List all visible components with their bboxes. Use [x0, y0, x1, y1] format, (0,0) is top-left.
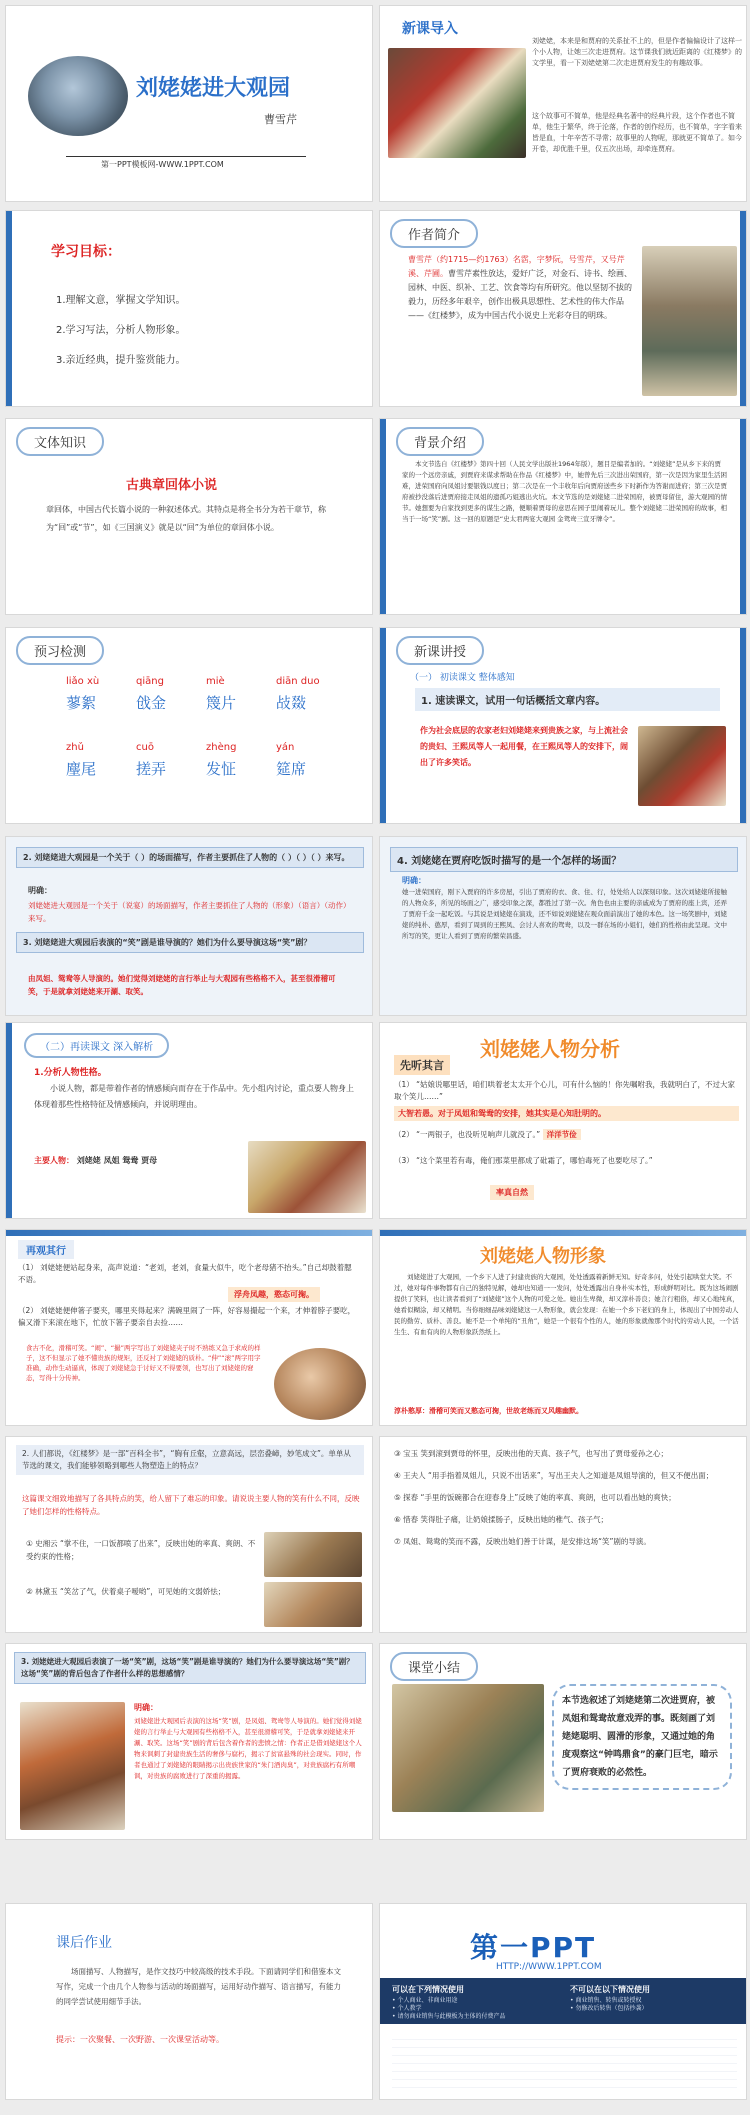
genre-body: 章回体，中国古代长篇小说的一种叙述体式。其特点是将全书分为若干章节，称为“回”或“节”，如《三国演义》就是以“回”为单位的章回体小说。	[46, 505, 326, 532]
q3d-question: 3. 刘姥姥进大观园后表演了一场“笑”剧，这场“笑”剧是谁导演的？她们为什么要导演这场“笑”剧？这场“笑”剧的背后包含了作者什么样的思想感情？	[14, 1652, 366, 1684]
laughter-item-4: ④ 王夫人 “用手指着凤姐儿，只说不出话来”，写出王夫人之知道是凤姐导演的，但又不便出面；	[394, 1471, 714, 1480]
main-characters-names: 刘姥姥 凤姐 鸳鸯 贾母	[76, 1156, 158, 1165]
analysis-header: （二）再读课文 深入解析	[24, 1033, 169, 1058]
slide-background	[379, 418, 747, 615]
genre-header: 文体知识	[16, 427, 104, 456]
background-header: 背景介绍	[396, 427, 484, 456]
laughter-photo-2	[264, 1582, 362, 1627]
brand-logo: 第一PPT	[470, 1931, 597, 1964]
brandC2-item-1: • 勿修改后转售（包括抄袭）	[570, 2005, 648, 2012]
slide-q2-q3	[5, 836, 373, 1016]
lesson-header: 新课讲授	[396, 636, 484, 665]
q2-text: 2. 刘姥姥进大观园是一个关于（ ）的场面描写，作者主要抓住了人物的（ ）（ ）（ ）来写。	[16, 847, 364, 868]
q4-label: 明确：	[402, 876, 426, 885]
pinyin-0: liǎo xù	[66, 676, 100, 687]
speech-item-1: （1） “姑娘说哪里话，咱们哄着老太太开个心儿，可有什么恼的！你先嘱咐我，我就明白了，不过大家取个笑儿……”	[394, 1080, 736, 1101]
slide-q3-detail	[5, 1643, 373, 1840]
pinyin-4: zhǔ	[66, 742, 84, 753]
author-years: （约1715—约1763）	[432, 255, 513, 264]
brand-col2: 不可以在以下情况使用	[570, 1985, 650, 1994]
footer-text: 第一PPT模板网-WWW.1PPT.COM	[101, 160, 224, 169]
q3-text: 3. 刘姥姥进大观园后表演的“笑”剧是谁导演的？她们为什么要导演这场“笑”剧？	[16, 932, 364, 953]
speech-item-3: （3） “这个菜里若有毒，俺们那菜里都成了砒霜了，哪怕毒死了也要吃尽了。”	[394, 1156, 653, 1165]
speech-answer-3: 率真自然	[490, 1185, 534, 1200]
slide-q4	[379, 836, 747, 1016]
action-item-2: （2） 刘姥姥便伸箸子要夹，哪里夹得起来？满碗里闹了一阵，好容易撮起一个来，才伸着脖子要吃，偏又滑下来滚在地下，忙放下箸子要亲自去捡……	[18, 1306, 356, 1327]
slide-speech	[379, 1022, 747, 1219]
lesson-sub: （一） 初读课文 整体感知	[410, 673, 515, 683]
laughter-item-6: ⑥ 惜春 笑得肚子痛，让奶娘揉肠子，反映出她的稚气、孩子气；	[394, 1515, 608, 1524]
pinyin-1: qiāng	[136, 676, 164, 687]
q3d-label: 明确：	[134, 1703, 158, 1712]
hanzi-0: 蓼絮	[66, 694, 97, 712]
slide-author	[379, 210, 747, 407]
q3-answer: 由凤姐、鸳鸯等人导演的。她们觉得刘姥姥的言行举止与大观园有些格格不入，甚至很滑稽可笑，于是就拿刘姥姥来开涮、取笑。	[28, 974, 336, 996]
speech-answer-1: 大智若愚。对于凤姐和鸳鸯的安排，她其实是心知肚明的。	[394, 1106, 739, 1121]
laughter-item-1: ① 史湘云 “掌不住，一口饭都喷了出来”，反映出她的率真、爽朗、不受约束的性格；	[26, 1539, 256, 1561]
goal-item-1: 1.理解文意，掌握文学知识。	[56, 295, 186, 306]
action-photo	[274, 1348, 366, 1420]
slide-image	[379, 1229, 747, 1426]
main-characters-label: 主要人物：	[34, 1156, 74, 1165]
laughter-question: 2. 人们都说，《红楼梦》是一部“百科全书”，“胸有丘壑，立意高远，层峦叠嶂，妙笔成文”。单单从节选的课文，我们能够领略到哪些人物塑造上的特点？	[16, 1445, 364, 1475]
intro-p2: 这个故事可不简单，他是经典名著中的经典片段，这个作者也不简单，他生于繁华，终于沦落，作者的创作经历，也不简单，字字看来皆是血，十年辛苦不寻常；故事里的人物呢，那就更不简单了。如今开卷，却优胜千里，仅五次出场，却牵连贾府。	[532, 112, 742, 153]
lesson-answer: 作为社会底层的农家老妇刘姥姥来到贵族之家，与上流社会的贵妇、王熙凤等人一起用餐，在王熙凤等人的安排下，闹出了许多笑话。	[420, 726, 628, 767]
hanzi-1: 戗金	[136, 694, 167, 712]
pinyin-6: zhèng	[206, 742, 237, 753]
preview-header: 预习检测	[16, 636, 104, 665]
laughter-photo-1	[264, 1532, 362, 1577]
homework-hint: 提示：一次聚餐、一次野游、一次课堂活动等。	[56, 2035, 224, 2044]
laughter-item-7: ⑦ 凤姐、鸳鸯的笑而不露，反映出她们善于计谋，是安排这场“笑”剧的导演。	[394, 1537, 651, 1546]
pinyin-5: cuō	[136, 742, 154, 753]
q4-body: 她一进荣国府，刚下入贾府的许多房屋，引出了贾府的衣、食、住、行，处处给人以深刻印象。这次刘姥姥所接触的人物众多，所见的场面之广，感受印象之深，都胜过了第一次。角色也由主要的亲戚成为了贾府的座上宾，还弄了贾府千金一起吃饭。与其说是刘姥姥在演戏，还不如说刘姥姥在观众面前演出了她的本色。这一场笑剧中，刘姥姥的纯朴、憨厚，看到了周到的王熙凤、会讨人喜欢的鸳鸯，以及一群在场的小姐们，她们的性格由此呈现。文中所写的笑，更让人看到了贾府的繁荣昌盛。	[402, 888, 727, 940]
author-name: 曹雪芹	[264, 113, 297, 126]
homework-body: 场面描写、人物描写，是作文技巧中较高级的技术手段。下面请同学们和借鉴本文写作，完成一个由几个人物参与活动的场面描写，运用好动作描写、语言描写，有能力的同学尝试使用细节手法。	[56, 1967, 341, 2006]
homework-header: 课后作业	[56, 1935, 112, 1951]
intro-p1: 刘姥姥，本来是和贾府的关系扯不上的，但是作者偏偏设计了这样一个小人物，让她三次走进贾府。这节课我们就近距离的《红楼梦》的文学里，看一下刘姥姥第二次走进贾府发生的有趣故事。	[532, 37, 742, 67]
main-characters	[34, 1155, 157, 1166]
brandC2-item-0: • 商业销售、转售或转授权	[570, 1997, 642, 2004]
author-text	[408, 253, 633, 323]
author-zi: 名霑，字梦阮，号雪芹，又号芹溪、芹圃。	[408, 255, 625, 278]
pinyin-3: diān duo	[276, 676, 320, 687]
slide-homework	[5, 1903, 373, 2100]
speech-answer-2: 洋洋节俭	[543, 1129, 581, 1140]
intro-header: 新课导入	[402, 21, 458, 37]
slide-intro	[379, 5, 747, 202]
cover-painting	[28, 56, 128, 136]
hanzi-7: 筵席	[276, 760, 307, 778]
hanzi-2: 篾片	[206, 694, 237, 712]
speech-tab: 先听其言	[394, 1055, 450, 1075]
goal-item-2: 2.学习写法，分析人物形象。	[56, 325, 186, 336]
hanzi-3: 敁敠	[276, 694, 307, 712]
summary-header: 课堂小结	[390, 1652, 478, 1681]
hanzi-4: 麈尾	[66, 760, 97, 778]
author-portrait	[642, 246, 737, 396]
action-header: 再观其行	[18, 1240, 74, 1259]
image-body: 刘姥姥进了大观园，一个乡下人进了封建贵族的大观园，处处透露着新鲜无知。好奇多问，处处引起哄堂大笑。不过，她对每件事物都有自己的独特见解，她却也知道一一发问，处处透露出自身朴实本性，形成鲜明对比。既为这场闹剧提供了笑料，也让读者看到了“刘姥姥”这个人物的可爱之处。她出生卑微，却又淳朴善良；她言行粗俗，却又心地纯真，她看似糊涂，却又精明。当你细细品味刘姥姥这一人物形象，就会发现：在她一个乡下老妇的身上，体现出了中国劳动人民的勤劳、质朴、善良。她不是一个单纯的“丑角”，她是一个很有个性的人，她的形象就像那个时代的劳动人民，一个活生生、有血有肉的人物形象跃然纸上。	[394, 1273, 739, 1336]
laughter-list	[394, 1447, 739, 1557]
slide-brand	[379, 1903, 747, 2100]
action-answer-2: 食古不化，滑稽可笑。“闹”、“撮”两字写出了刘姥姥夹子时不熟练又急于求成的样子，这不但显示了她不懂贵族的规矩，还反衬了刘姥姥的质朴。“伸”“滚”两字用字准确，动作生动逼真，体现了刘姥姥急于讨好又不得要领，也写出了刘姥姥的窘态，写得十分传神。	[26, 1344, 261, 1382]
hanzi-6: 发怔	[206, 760, 237, 778]
background-body: 本文节选自《红楼梦》第四十回（人民文学出版社1964年版），题目是编者加的。“刘姥姥”是从乡下来的贾家的一个远房亲戚，到贾府来谋求帮助在作品《红楼梦》中，她曾先后三次进出荣国府，第一次是因为家里生活困难，进荣国府向凤姐讨要银钱以度日；第二次是在一个丰收年后向贾府送些乡下时新作为答谢而进府；第三次是贾府被抄没落后进贾府接走凤姐的遗孤巧姐逃出火坑。本文节选的是刘姥姥二进荣国府，被贾母留住，游大观园的情节。她想要为自家找到更多的谋生之路，便顺着贾母的意思在园子里闹着玩儿。整个刘姥姥二进荣国府的故事，相当于一场“笑”剧。这一回的原题是“史太君两宴大观园 金鸳鸯三宣牙牌令”。	[402, 460, 727, 523]
slide-laughter	[5, 1436, 373, 1633]
author-header: 作者简介	[390, 219, 478, 248]
speech-item-2-text: （2） “一两银子，也没听见响声儿就没了。”	[394, 1130, 541, 1139]
slide-laughter-2	[379, 1436, 747, 1633]
author-body: 曹雪芹素性放达，爱好广泛，对金石、诗书、绘画、园林、中医、织补、工艺、饮食等均有所研究。他以坚韧不拔的毅力，历经多年艰辛，创作出极具思想性、艺术性的伟大作品——《红楼梦》，成为中国古代小说史上光彩夺目的明珠。	[408, 269, 632, 320]
analysis-question: 1.分析人物性格。	[34, 1068, 107, 1078]
slide-genre	[5, 418, 373, 615]
q2-answer: 刘姥姥进大观园是一个关于（说宴）的场面描写，作者主要抓住了人物的（形象）（语言）（动作）来写。	[28, 901, 347, 923]
q3d-photo	[20, 1702, 125, 1830]
summary-body: 本节选叙述了刘姥姥第二次进贾府，被凤姐和鸳鸯故意戏弄的事。既刻画了刘姥姥聪明、圆滑的形象，又通过她的角度观察这“钟鸣鼎食”的豪门巨宅，暗示了贾府衰败的必然性。	[552, 1684, 732, 1790]
pinyin-7: yán	[276, 742, 295, 753]
goal-item-3: 3.亲近经典，提升鉴赏能力。	[56, 355, 186, 366]
image-title: 刘姥姥人物形象	[480, 1246, 606, 1267]
author-name-text: 曹雪芹	[408, 255, 432, 264]
q4-text: 4. 刘姥姥在贾府吃饭时描写的是一个怎样的场面？	[390, 847, 738, 872]
analysis-body: 小说人物，都是带着作者的情感倾向而存在于作品中。先小组内讨论，重点要人物身上体现着那些性格特征及情感倾向，并说明理由。	[34, 1084, 354, 1109]
laughter-item-2: ② 林黛玉 “笑岔了气，伏着桌子嗳哟”，可见她的文弱娇怯；	[26, 1587, 226, 1596]
slide-goals	[5, 210, 373, 407]
slide-action	[5, 1229, 373, 1426]
lesson-photo	[638, 726, 726, 806]
laughter-prompt: 这篇课文细致地描写了各具特点的笑，给人留下了难忘的印象。请说说主要人物的笑有什么不同，反映了她们怎样的性格特点。	[22, 1494, 360, 1516]
hanzi-5: 搓弄	[136, 760, 167, 778]
slide-analysis	[5, 1022, 373, 1219]
brand-url[interactable]: HTTP://WWW.1PPT.COM	[496, 1962, 602, 1972]
laughter-item-5: ⑤ 探春 “手里的饭碗都合在迎春身上”反映了她的率真、爽朗，也可以看出她的爽快；	[394, 1493, 676, 1502]
slide-preview	[5, 627, 373, 824]
action-answer-1: 浮舟凤趣，憨态可掬。	[228, 1287, 320, 1302]
pinyin-2: miè	[206, 676, 225, 687]
brandC1-item-2: • 请勿商业销售与此模板为主体的付费产品	[392, 2013, 506, 2020]
laughter-item-3: ③ 宝玉 笑到滚到贾母的怀里，反映出他的天真、孩子气，也写出了贾母爱孙之心；	[394, 1449, 668, 1458]
slide-summary	[379, 1643, 747, 1840]
slide-title-text: 刘姥姥进大观园	[136, 76, 291, 101]
genre-subtitle: 古典章回体小说	[126, 478, 218, 493]
brandC1-item-0: • 个人商业、非商业用途	[392, 1997, 458, 2004]
goals-header: 学习目标：	[51, 244, 121, 260]
q3d-body: 刘姥姥进大观园后表演的这场“笑”剧，是凤姐、鸳鸯等人导演的。她们觉得刘姥姥的言行举止与大观园有些格格不入，甚至很滑稽可笑，于是就拿刘姥姥来开涮、取笑。这场“笑”剧的背后包含着作者的悲愤之情：作者正是借刘姥姥这个人物来讽刺了封建贵族生活的奢侈与腐朽，揭示了贫富悬殊的社会现实。同时，作者也通过了刘姥姥的眼睛揭示出贵族世家的“朱门酒肉臭”，对贵族腐朽有所嘲讽，对贵族的腐败进行了深重的揭露。	[134, 1717, 362, 1780]
speech-title: 刘姥姥人物分析	[480, 1037, 620, 1061]
summary-painting	[392, 1684, 544, 1812]
image-summary: 淳朴憨厚：滑稽可笑而又憨态可掬，世故老练而又风趣幽默。	[394, 1407, 583, 1415]
slide-new-lesson	[379, 627, 747, 824]
speech-item-2	[394, 1129, 739, 1141]
q2-label: 明确：	[28, 886, 52, 895]
brandC1-item-1: • 个人教学	[392, 2005, 422, 2012]
action-item-1: （1） 刘姥姥便站起身来，高声说道：“老刘，老刘，食量大似牛，吃个老母猪不抬头。”自己却鼓着腮不语。	[18, 1263, 352, 1284]
brand-col1: 可以在下列情况使用	[392, 1985, 464, 1994]
lesson-question: 1. 速读课文，试用一句话概括文章内容。	[415, 688, 720, 711]
analysis-painting	[248, 1141, 366, 1213]
intro-photo	[388, 48, 526, 158]
slide-title	[5, 5, 373, 202]
